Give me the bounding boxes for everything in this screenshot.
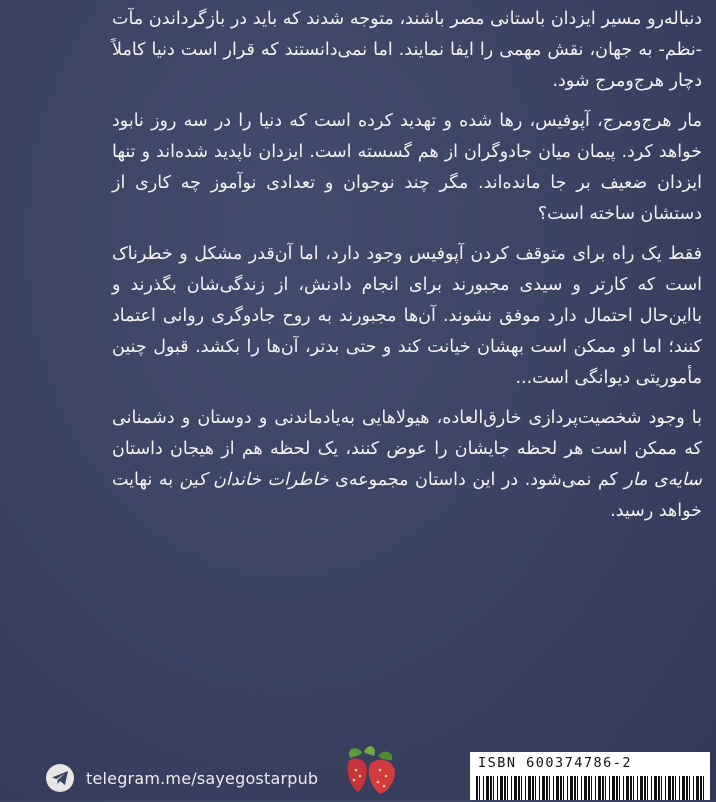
back-cover-text <box>112 4 702 527</box>
isbn-barcode <box>470 752 710 800</box>
telegram-icon <box>46 764 74 792</box>
conclusion-text-1: با وجود شخصیت‌پردازی خارق‌العاده، هیولاهایی به‌یادماندنی و دوستان و دشمنانی که ممکن است هر لحظه جایشان را عوض کنند، یک لحظه هم از هیجان داستان <box>112 408 702 459</box>
paragraph-only-way: فقط یک راه برای متوقف کردن آپوفیس وجود دارد، اما آن‌قدر مشکل و خطرناک است که کارتر و سیدی مجبورند برای انجام دادنش، از زندگی‌شان بگذرند و بااین‌حال احتمال دارد موفق نشوند. آن‌ها مجبورند به روح جادوگری روانی اعتماد کنند؛ اما او ممکن است بهشان خیانت کند و حتی بدتر، آن‌ها را بکشد. قبول چنین مأموریتی دیوانگی است... <box>112 244 702 388</box>
telegram-url: telegram.me/sayegostarpub <box>86 768 319 788</box>
paragraph-conclusion <box>112 403 702 527</box>
conclusion-text-2: کم نمی‌شود. در این داستان مجموعه‌ی <box>328 470 625 490</box>
isbn-number: ISBN 600374786-2 <box>478 755 633 771</box>
barcode-bars <box>476 776 704 800</box>
strawberry-logo-icon <box>340 742 406 798</box>
conclusion-text-3: به نهایت خواهد رسید. <box>112 470 702 521</box>
paragraph-intro: دنباله‌رو مسیر ایزدان باستانی مصر باشند، متوجه شدند که باید در بازگرداندن مآت -نظم- به جهان، نقش مهمی را ایفا نمایند. اما نمی‌دانستند که قرار است دنیا کاملاً دچار هرج‌ومرج شود. <box>112 9 702 91</box>
series-title-kane-chronicles: خاطرات خاندان کین <box>179 470 329 490</box>
book-title-serpents-shadow: سایه‌ی مار <box>624 470 703 490</box>
telegram-link[interactable] <box>46 764 318 792</box>
paragraph-chaos-serpent: مار هرج‌ومرج، آپوفیس، رها شده و تهدید کرده است که دنیا را در سه روز نابود خواهد کرد. پیمان میان جادوگران از هم گسسته است. ایزدان ناپدید شده‌اند و تنها ایزدان ضعیف بر جا مانده‌اند. مگر چند نوجوان و تعدادی نوآموز چه کاری از دستشان ساخته است؟ <box>112 111 702 224</box>
